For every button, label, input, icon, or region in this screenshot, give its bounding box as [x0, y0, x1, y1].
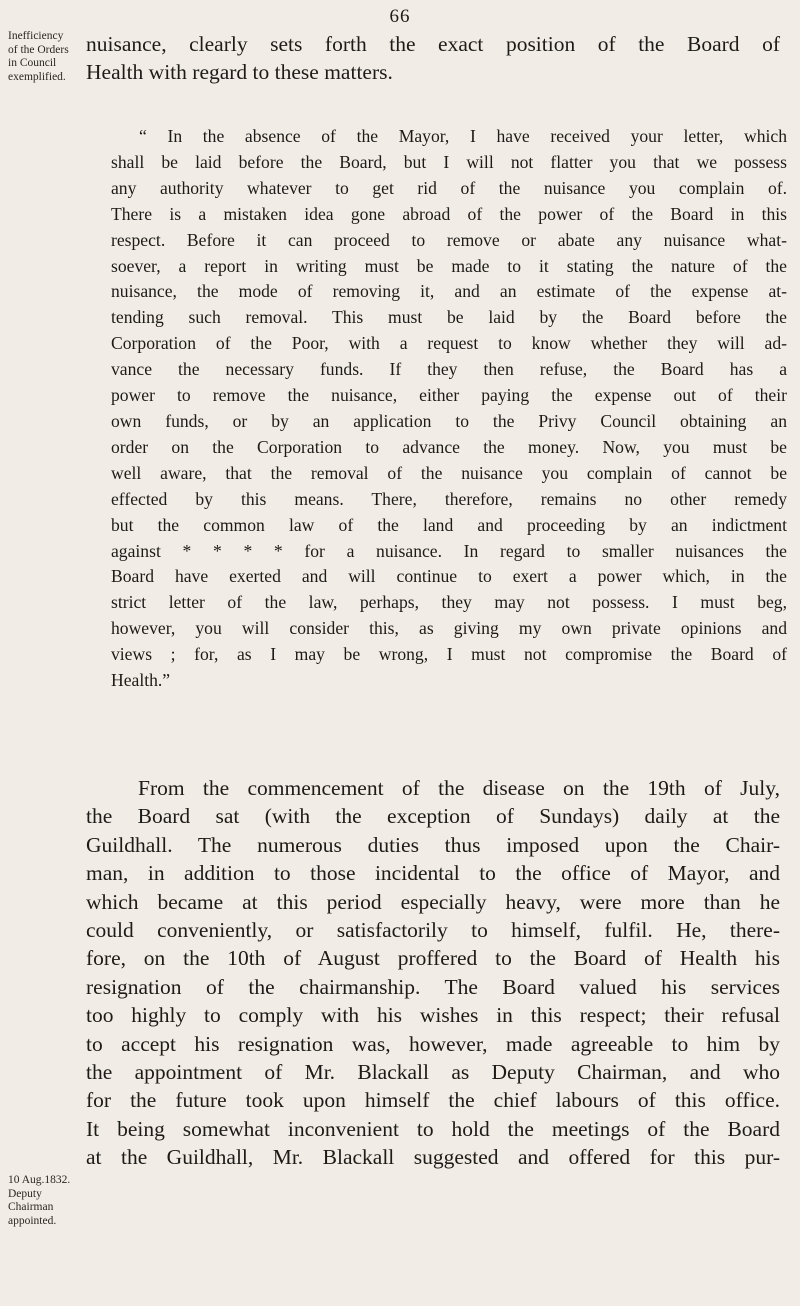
- margin-note-inefficiency: [8, 30, 90, 84]
- quote-line: Corporation of the Poor, with a request to know whether they will ad-: [111, 333, 787, 354]
- quote-line: order on the Corporation to advance the money. Now, you must be: [111, 436, 787, 457]
- quote-line: any authority whatever to get rid of the nuisance you complain of.: [111, 177, 787, 198]
- margin-note-line: 10 Aug.1832.: [8, 1174, 71, 1186]
- quote-line: vance the necessary funds. If they then refuse, the Board has a: [111, 359, 787, 380]
- quote-line: strict letter of the law, perhaps, they may not possess. I must beg,: [111, 592, 787, 613]
- quote-line: Health.”: [111, 670, 171, 691]
- margin-note-line: Deputy: [8, 1187, 42, 1200]
- quote-line: however, you will consider this, as giving my own private opinions and: [111, 618, 787, 639]
- quote-line: effected by this means. There, therefore, remains no other remedy: [111, 488, 787, 509]
- quote-line: but the common law of the land and proceeding by an indictment: [111, 514, 787, 535]
- quote-line: well aware, that the removal of the nuisance you complain of cannot be: [111, 462, 787, 483]
- text-line: which became at this period especially heavy, were more than he: [86, 889, 780, 914]
- body-paragraph: [86, 774, 780, 1172]
- text-line: could conveniently, or satisfactorily to himself, fulfil. He, there-: [86, 918, 780, 943]
- text-line: for the future took upon himself the chief labours of this office.: [86, 1088, 780, 1113]
- quote-line: “ In the absence of the Mayor, I have received your letter, which: [139, 126, 787, 146]
- text-line: to accept his resignation was, however, made agreeable to him by: [86, 1031, 780, 1056]
- text-line: From the commencement of the disease on the 19th of July,: [138, 776, 780, 800]
- quote-line: shall be laid before the Board, but I will not flatter you that we possess: [111, 151, 787, 172]
- opening-text: [86, 30, 780, 86]
- quote-line: respect. Before it can proceed to remove or abate any nuisance what-: [111, 229, 787, 250]
- page-number: 66: [389, 6, 411, 27]
- quote-line: against * * * * for a nuisance. In regard to smaller nuisances the: [111, 540, 787, 561]
- text-line: too highly to comply with his wishes in this respect; their refusal: [86, 1003, 780, 1028]
- margin-note-line: Inefficiency: [8, 30, 64, 42]
- quote-line: Board have exerted and will continue to exert a power which, in the: [111, 566, 787, 587]
- quote-line: nuisance, the mode of removing it, and an estimate of the expense at-: [111, 281, 787, 302]
- text-line: Guildhall. The numerous duties thus imposed upon the Chair-: [86, 832, 780, 857]
- text-line: Health with regard to these matters.: [86, 60, 393, 85]
- margin-note-line: appointed.: [8, 1214, 57, 1227]
- margin-note-line: of the Orders: [8, 43, 69, 56]
- quote-line: tending such removal. This must be laid by the Board before the: [111, 307, 787, 328]
- quoted-letter: [111, 124, 787, 694]
- text-line: the appointment of Mr. Blackall as Deputy Chairman, and who: [86, 1060, 780, 1085]
- quote-line: power to remove the nuisance, either paying the expense out of their: [111, 385, 787, 406]
- margin-note-line: in Council: [8, 57, 57, 69]
- text-line: at the Guildhall, Mr. Blackall suggested and offered for this pur-: [86, 1145, 780, 1170]
- quote-line: soever, a report in writing must be made to it stating the nature of the: [111, 255, 787, 276]
- text-line: man, in addition to those incidental to the office of Mayor, and: [86, 861, 780, 886]
- quote-line: views ; for, as I may be wrong, I must not compromise the Board of: [111, 644, 787, 665]
- quote-line: There is a mistaken idea gone abroad of the power of the Board in this: [111, 203, 787, 224]
- margin-note-deputy-chairman: [8, 1174, 90, 1228]
- text-line: resignation of the chairmanship. The Board valued his services: [86, 974, 780, 999]
- text-line: fore, on the 10th of August proffered to the Board of Health his: [86, 946, 780, 971]
- margin-note-line: Chairman: [8, 1201, 54, 1213]
- text-line: nuisance, clearly sets forth the exact position of the Board of: [86, 32, 780, 56]
- margin-note-line: exemplified.: [8, 70, 66, 83]
- text-line: It being somewhat inconvenient to hold the meetings of the Board: [86, 1116, 780, 1141]
- quote-line: own funds, or by an application to the Privy Council obtaining an: [111, 410, 787, 431]
- text-line: the Board sat (with the exception of Sundays) daily at the: [86, 804, 780, 829]
